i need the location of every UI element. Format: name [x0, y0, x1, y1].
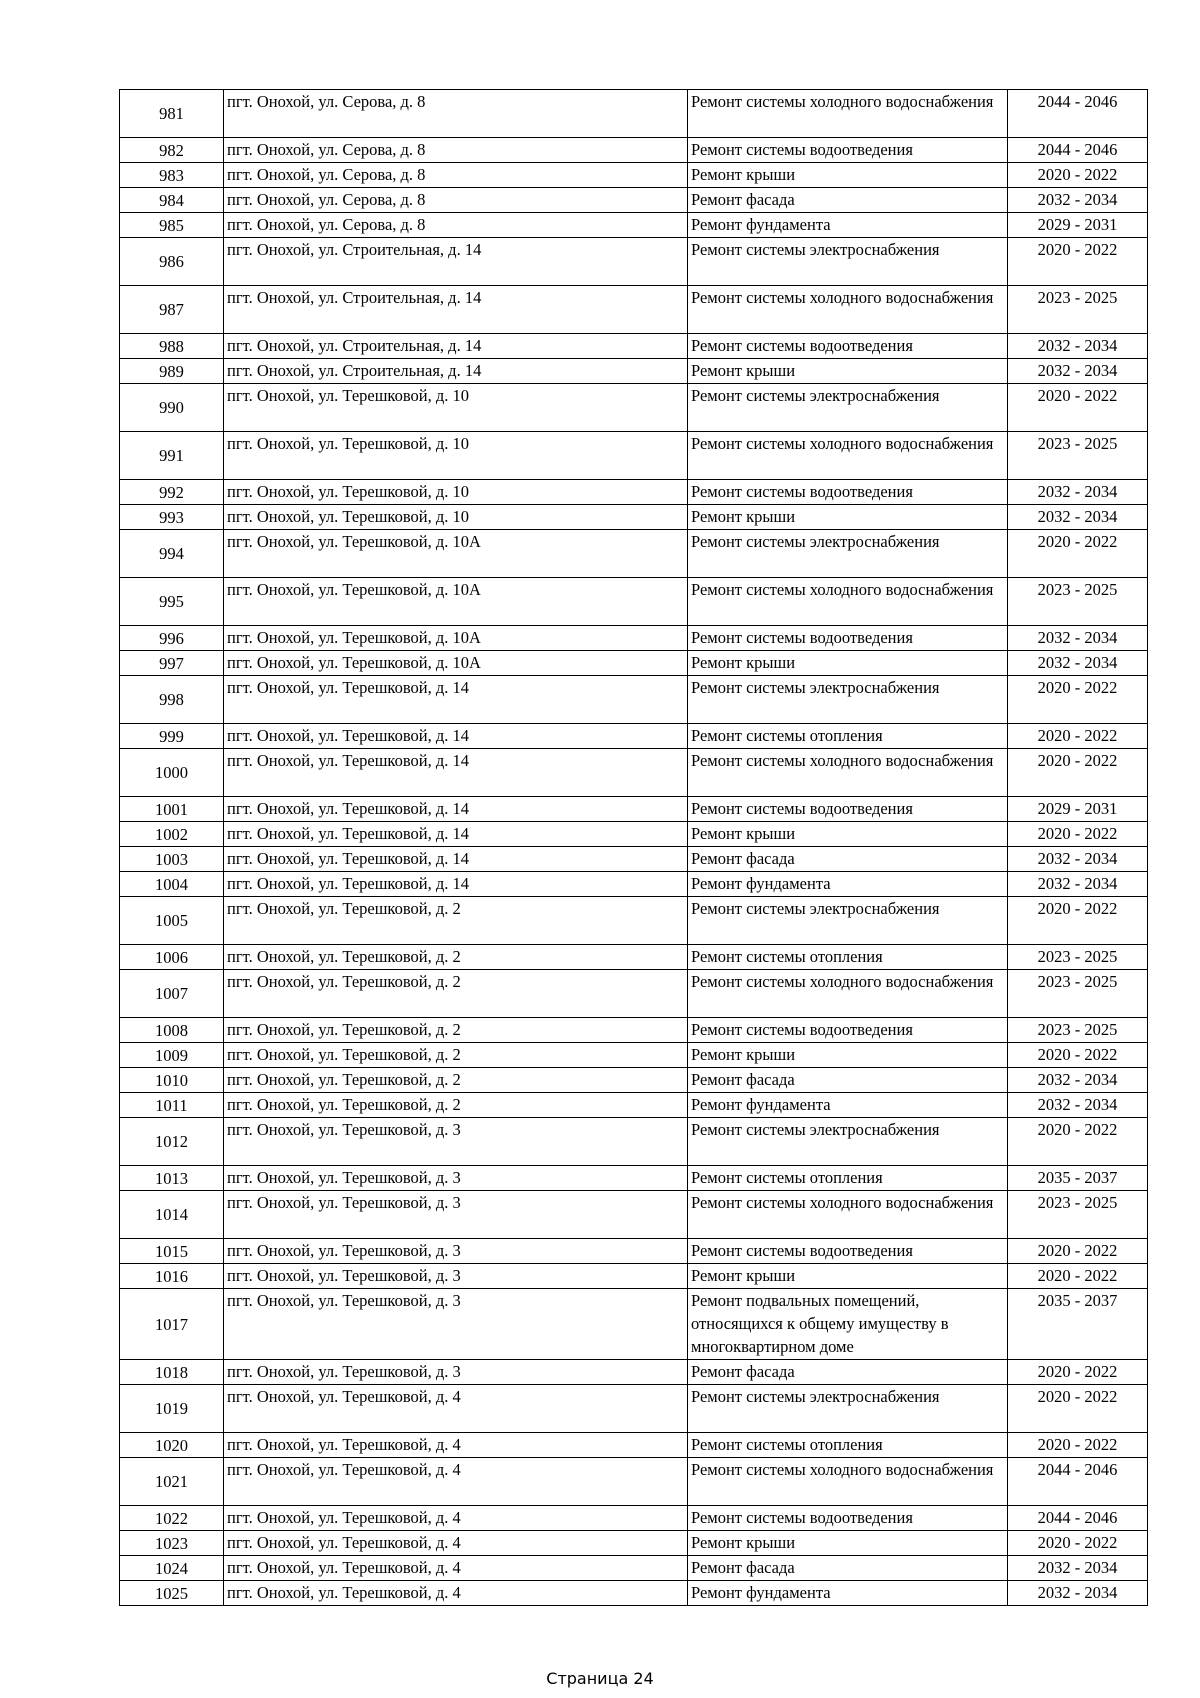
address-cell: пгт. Онохой, ул. Терешковой, д. 4 — [224, 1581, 688, 1606]
row-number-cell: 982 — [120, 138, 224, 163]
period-cell: 2023 - 2025 — [1008, 945, 1148, 970]
work-type-cell: Ремонт системы водоотведения — [688, 480, 1008, 505]
row-number-cell: 998 — [120, 676, 224, 724]
period-cell: 2032 - 2034 — [1008, 188, 1148, 213]
row-number-cell: 1014 — [120, 1191, 224, 1239]
address-cell: пгт. Онохой, ул. Терешковой, д. 3 — [224, 1289, 688, 1360]
period-cell: 2020 - 2022 — [1008, 1433, 1148, 1458]
address-cell: пгт. Онохой, ул. Терешковой, д. 10 — [224, 480, 688, 505]
row-number-cell: 990 — [120, 384, 224, 432]
table-row — [120, 505, 1148, 530]
table-row — [120, 480, 1148, 505]
table-row — [120, 1068, 1148, 1093]
address-cell: пгт. Онохой, ул. Терешковой, д. 3 — [224, 1239, 688, 1264]
address-cell: пгт. Онохой, ул. Терешковой, д. 2 — [224, 945, 688, 970]
period-cell: 2032 - 2034 — [1008, 847, 1148, 872]
table-row — [120, 530, 1148, 578]
row-number-cell: 1025 — [120, 1581, 224, 1606]
address-cell: пгт. Онохой, ул. Терешковой, д. 3 — [224, 1360, 688, 1385]
period-cell: 2020 - 2022 — [1008, 1385, 1148, 1433]
period-cell: 2035 - 2037 — [1008, 1289, 1148, 1360]
row-number-cell: 1018 — [120, 1360, 224, 1385]
work-type-cell: Ремонт системы электроснабжения — [688, 238, 1008, 286]
period-cell: 2032 - 2034 — [1008, 505, 1148, 530]
row-number-cell: 993 — [120, 505, 224, 530]
period-cell: 2044 - 2046 — [1008, 138, 1148, 163]
work-type-cell: Ремонт крыши — [688, 1264, 1008, 1289]
address-cell: пгт. Онохой, ул. Терешковой, д. 2 — [224, 1043, 688, 1068]
address-cell: пгт. Онохой, ул. Терешковой, д. 10А — [224, 578, 688, 626]
table-row — [120, 432, 1148, 480]
address-cell: пгт. Онохой, ул. Терешковой, д. 14 — [224, 847, 688, 872]
table-row — [120, 1433, 1148, 1458]
work-type-cell: Ремонт фундамента — [688, 213, 1008, 238]
table-row — [120, 945, 1148, 970]
address-cell: пгт. Онохой, ул. Терешковой, д. 4 — [224, 1556, 688, 1581]
table-row — [120, 822, 1148, 847]
table-row — [120, 724, 1148, 749]
address-cell: пгт. Онохой, ул. Серова, д. 8 — [224, 213, 688, 238]
address-cell: пгт. Онохой, ул. Терешковой, д. 2 — [224, 897, 688, 945]
work-type-cell: Ремонт системы водоотведения — [688, 1239, 1008, 1264]
period-cell: 2020 - 2022 — [1008, 749, 1148, 797]
work-type-cell: Ремонт системы холодного водоснабжения — [688, 578, 1008, 626]
table-row — [120, 1166, 1148, 1191]
work-type-cell: Ремонт системы водоотведения — [688, 797, 1008, 822]
address-cell: пгт. Онохой, ул. Терешковой, д. 14 — [224, 822, 688, 847]
work-type-cell: Ремонт системы электроснабжения — [688, 676, 1008, 724]
table-row — [120, 188, 1148, 213]
table-row — [120, 1458, 1148, 1506]
address-cell: пгт. Онохой, ул. Терешковой, д. 4 — [224, 1458, 688, 1506]
address-cell: пгт. Онохой, ул. Терешковой, д. 2 — [224, 1093, 688, 1118]
row-number-cell: 1006 — [120, 945, 224, 970]
period-cell: 2032 - 2034 — [1008, 872, 1148, 897]
table-row — [120, 213, 1148, 238]
work-type-cell: Ремонт фасада — [688, 1068, 1008, 1093]
address-cell: пгт. Онохой, ул. Серова, д. 8 — [224, 188, 688, 213]
work-type-cell: Ремонт системы холодного водоснабжения — [688, 90, 1008, 138]
row-number-cell: 1021 — [120, 1458, 224, 1506]
work-type-cell: Ремонт системы электроснабжения — [688, 530, 1008, 578]
row-number-cell: 1019 — [120, 1385, 224, 1433]
period-cell: 2032 - 2034 — [1008, 480, 1148, 505]
row-number-cell: 1002 — [120, 822, 224, 847]
address-cell: пгт. Онохой, ул. Терешковой, д. 14 — [224, 749, 688, 797]
work-type-cell: Ремонт системы холодного водоснабжения — [688, 749, 1008, 797]
row-number-cell: 985 — [120, 213, 224, 238]
period-cell: 2032 - 2034 — [1008, 334, 1148, 359]
works-table — [119, 89, 1148, 1606]
address-cell: пгт. Онохой, ул. Терешковой, д. 4 — [224, 1385, 688, 1433]
period-cell: 2020 - 2022 — [1008, 1360, 1148, 1385]
table-row — [120, 872, 1148, 897]
table-row — [120, 1506, 1148, 1531]
row-number-cell: 1023 — [120, 1531, 224, 1556]
table-row — [120, 676, 1148, 724]
row-number-cell: 989 — [120, 359, 224, 384]
address-cell: пгт. Онохой, ул. Строительная, д. 14 — [224, 286, 688, 334]
work-type-cell: Ремонт фундамента — [688, 1581, 1008, 1606]
work-type-cell: Ремонт крыши — [688, 505, 1008, 530]
period-cell: 2035 - 2037 — [1008, 1166, 1148, 1191]
row-number-cell: 1005 — [120, 897, 224, 945]
work-type-cell: Ремонт системы холодного водоснабжения — [688, 1191, 1008, 1239]
period-cell: 2029 - 2031 — [1008, 797, 1148, 822]
work-type-cell: Ремонт крыши — [688, 651, 1008, 676]
period-cell: 2020 - 2022 — [1008, 163, 1148, 188]
row-number-cell: 995 — [120, 578, 224, 626]
row-number-cell: 1020 — [120, 1433, 224, 1458]
table-row — [120, 749, 1148, 797]
row-number-cell: 1010 — [120, 1068, 224, 1093]
table-row — [120, 1118, 1148, 1166]
table-row — [120, 626, 1148, 651]
period-cell: 2020 - 2022 — [1008, 1239, 1148, 1264]
row-number-cell: 1007 — [120, 970, 224, 1018]
row-number-cell: 981 — [120, 90, 224, 138]
period-cell: 2032 - 2034 — [1008, 626, 1148, 651]
period-cell: 2032 - 2034 — [1008, 1581, 1148, 1606]
address-cell: пгт. Онохой, ул. Терешковой, д. 4 — [224, 1531, 688, 1556]
work-type-cell: Ремонт системы холодного водоснабжения — [688, 970, 1008, 1018]
period-cell: 2023 - 2025 — [1008, 1191, 1148, 1239]
address-cell: пгт. Онохой, ул. Терешковой, д. 10А — [224, 530, 688, 578]
table-row — [120, 797, 1148, 822]
table-row — [120, 1360, 1148, 1385]
period-cell: 2032 - 2034 — [1008, 1068, 1148, 1093]
row-number-cell: 1017 — [120, 1289, 224, 1360]
address-cell: пгт. Онохой, ул. Строительная, д. 14 — [224, 359, 688, 384]
row-number-cell: 983 — [120, 163, 224, 188]
row-number-cell: 996 — [120, 626, 224, 651]
address-cell: пгт. Онохой, ул. Терешковой, д. 2 — [224, 970, 688, 1018]
work-type-cell: Ремонт крыши — [688, 1043, 1008, 1068]
row-number-cell: 988 — [120, 334, 224, 359]
address-cell: пгт. Онохой, ул. Терешковой, д. 10 — [224, 432, 688, 480]
row-number-cell: 984 — [120, 188, 224, 213]
row-number-cell: 999 — [120, 724, 224, 749]
address-cell: пгт. Онохой, ул. Строительная, д. 14 — [224, 238, 688, 286]
table-row — [120, 163, 1148, 188]
table-row — [120, 1556, 1148, 1581]
address-cell: пгт. Онохой, ул. Терешковой, д. 4 — [224, 1506, 688, 1531]
address-cell: пгт. Онохой, ул. Терешковой, д. 3 — [224, 1191, 688, 1239]
table-row — [120, 138, 1148, 163]
table-row — [120, 1018, 1148, 1043]
period-cell: 2032 - 2034 — [1008, 1556, 1148, 1581]
period-cell: 2020 - 2022 — [1008, 384, 1148, 432]
table-row — [120, 1531, 1148, 1556]
address-cell: пгт. Онохой, ул. Терешковой, д. 14 — [224, 797, 688, 822]
work-type-cell: Ремонт фасада — [688, 1360, 1008, 1385]
address-cell: пгт. Онохой, ул. Терешковой, д. 14 — [224, 724, 688, 749]
work-type-cell: Ремонт системы отопления — [688, 724, 1008, 749]
row-number-cell: 987 — [120, 286, 224, 334]
row-number-cell: 1011 — [120, 1093, 224, 1118]
page-number: Страница 24 — [546, 1669, 654, 1688]
row-number-cell: 986 — [120, 238, 224, 286]
table-row — [120, 384, 1148, 432]
row-number-cell: 1022 — [120, 1506, 224, 1531]
row-number-cell: 1004 — [120, 872, 224, 897]
address-cell: пгт. Онохой, ул. Терешковой, д. 10А — [224, 626, 688, 651]
address-cell: пгт. Онохой, ул. Терешковой, д. 10 — [224, 505, 688, 530]
row-number-cell: 1000 — [120, 749, 224, 797]
work-type-cell: Ремонт фасада — [688, 847, 1008, 872]
work-type-cell: Ремонт фундамента — [688, 1093, 1008, 1118]
address-cell: пгт. Онохой, ул. Строительная, д. 14 — [224, 334, 688, 359]
address-cell: пгт. Онохой, ул. Терешковой, д. 14 — [224, 872, 688, 897]
row-number-cell: 1013 — [120, 1166, 224, 1191]
period-cell: 2023 - 2025 — [1008, 1018, 1148, 1043]
period-cell: 2023 - 2025 — [1008, 432, 1148, 480]
address-cell: пгт. Онохой, ул. Серова, д. 8 — [224, 138, 688, 163]
period-cell: 2023 - 2025 — [1008, 970, 1148, 1018]
address-cell: пгт. Онохой, ул. Терешковой, д. 14 — [224, 676, 688, 724]
row-number-cell: 1015 — [120, 1239, 224, 1264]
period-cell: 2020 - 2022 — [1008, 897, 1148, 945]
work-type-cell: Ремонт системы отопления — [688, 945, 1008, 970]
work-type-cell: Ремонт фасада — [688, 1556, 1008, 1581]
period-cell: 2020 - 2022 — [1008, 1264, 1148, 1289]
address-cell: пгт. Онохой, ул. Терешковой, д. 2 — [224, 1068, 688, 1093]
period-cell: 2020 - 2022 — [1008, 238, 1148, 286]
period-cell: 2020 - 2022 — [1008, 1531, 1148, 1556]
row-number-cell: 1012 — [120, 1118, 224, 1166]
work-type-cell: Ремонт системы холодного водоснабжения — [688, 432, 1008, 480]
table-row — [120, 651, 1148, 676]
address-cell: пгт. Онохой, ул. Терешковой, д. 3 — [224, 1118, 688, 1166]
table-row — [120, 238, 1148, 286]
row-number-cell: 992 — [120, 480, 224, 505]
address-cell: пгт. Онохой, ул. Терешковой, д. 10 — [224, 384, 688, 432]
work-type-cell: Ремонт фасада — [688, 188, 1008, 213]
period-cell: 2032 - 2034 — [1008, 651, 1148, 676]
table-row — [120, 1191, 1148, 1239]
table-row — [120, 359, 1148, 384]
work-type-cell: Ремонт системы холодного водоснабжения — [688, 1458, 1008, 1506]
row-number-cell: 1016 — [120, 1264, 224, 1289]
table-row — [120, 847, 1148, 872]
table-row — [120, 1093, 1148, 1118]
address-cell: пгт. Онохой, ул. Терешковой, д. 10А — [224, 651, 688, 676]
row-number-cell: 991 — [120, 432, 224, 480]
address-cell: пгт. Онохой, ул. Терешковой, д. 2 — [224, 1018, 688, 1043]
work-type-cell: Ремонт системы электроснабжения — [688, 1118, 1008, 1166]
work-type-cell: Ремонт системы водоотведения — [688, 138, 1008, 163]
address-cell: пгт. Онохой, ул. Серова, д. 8 — [224, 90, 688, 138]
address-cell: пгт. Онохой, ул. Терешковой, д. 3 — [224, 1166, 688, 1191]
table-row — [120, 1581, 1148, 1606]
address-cell: пгт. Онохой, ул. Серова, д. 8 — [224, 163, 688, 188]
row-number-cell: 1008 — [120, 1018, 224, 1043]
row-number-cell: 1009 — [120, 1043, 224, 1068]
period-cell: 2020 - 2022 — [1008, 724, 1148, 749]
table-row — [120, 1239, 1148, 1264]
period-cell: 2032 - 2034 — [1008, 359, 1148, 384]
table-row — [120, 897, 1148, 945]
period-cell: 2029 - 2031 — [1008, 213, 1148, 238]
work-type-cell: Ремонт системы водоотведения — [688, 1506, 1008, 1531]
period-cell: 2023 - 2025 — [1008, 286, 1148, 334]
table-body — [120, 90, 1148, 1606]
table-row — [120, 1289, 1148, 1360]
period-cell: 2020 - 2022 — [1008, 676, 1148, 724]
work-type-cell: Ремонт системы водоотведения — [688, 626, 1008, 651]
row-number-cell: 1003 — [120, 847, 224, 872]
work-type-cell: Ремонт системы электроснабжения — [688, 897, 1008, 945]
work-type-cell: Ремонт системы холодного водоснабжения — [688, 286, 1008, 334]
period-cell: 2020 - 2022 — [1008, 822, 1148, 847]
period-cell: 2032 - 2034 — [1008, 1093, 1148, 1118]
work-type-cell: Ремонт системы водоотведения — [688, 1018, 1008, 1043]
period-cell: 2044 - 2046 — [1008, 1458, 1148, 1506]
period-cell: 2023 - 2025 — [1008, 578, 1148, 626]
table-row — [120, 970, 1148, 1018]
address-cell: пгт. Онохой, ул. Терешковой, д. 3 — [224, 1264, 688, 1289]
table-row — [120, 286, 1148, 334]
work-type-cell: Ремонт крыши — [688, 359, 1008, 384]
work-type-cell: Ремонт системы электроснабжения — [688, 1385, 1008, 1433]
work-type-cell: Ремонт крыши — [688, 163, 1008, 188]
row-number-cell: 1024 — [120, 1556, 224, 1581]
work-type-cell: Ремонт крыши — [688, 822, 1008, 847]
work-type-cell: Ремонт фундамента — [688, 872, 1008, 897]
work-type-cell: Ремонт системы водоотведения — [688, 334, 1008, 359]
work-type-cell: Ремонт системы отопления — [688, 1433, 1008, 1458]
period-cell: 2020 - 2022 — [1008, 1043, 1148, 1068]
period-cell: 2020 - 2022 — [1008, 1118, 1148, 1166]
work-type-cell: Ремонт крыши — [688, 1531, 1008, 1556]
work-type-cell: Ремонт системы отопления — [688, 1166, 1008, 1191]
row-number-cell: 1001 — [120, 797, 224, 822]
table-row — [120, 90, 1148, 138]
period-cell: 2044 - 2046 — [1008, 1506, 1148, 1531]
period-cell: 2020 - 2022 — [1008, 530, 1148, 578]
row-number-cell: 994 — [120, 530, 224, 578]
table-row — [120, 578, 1148, 626]
work-type-cell: Ремонт подвальных помещений, относящихся к общему имуществу в многоквартирном доме — [688, 1289, 1008, 1360]
table-row — [120, 334, 1148, 359]
work-type-cell: Ремонт системы электроснабжения — [688, 384, 1008, 432]
table-row — [120, 1264, 1148, 1289]
table-row — [120, 1385, 1148, 1433]
row-number-cell: 997 — [120, 651, 224, 676]
period-cell: 2044 - 2046 — [1008, 90, 1148, 138]
table-row — [120, 1043, 1148, 1068]
address-cell: пгт. Онохой, ул. Терешковой, д. 4 — [224, 1433, 688, 1458]
